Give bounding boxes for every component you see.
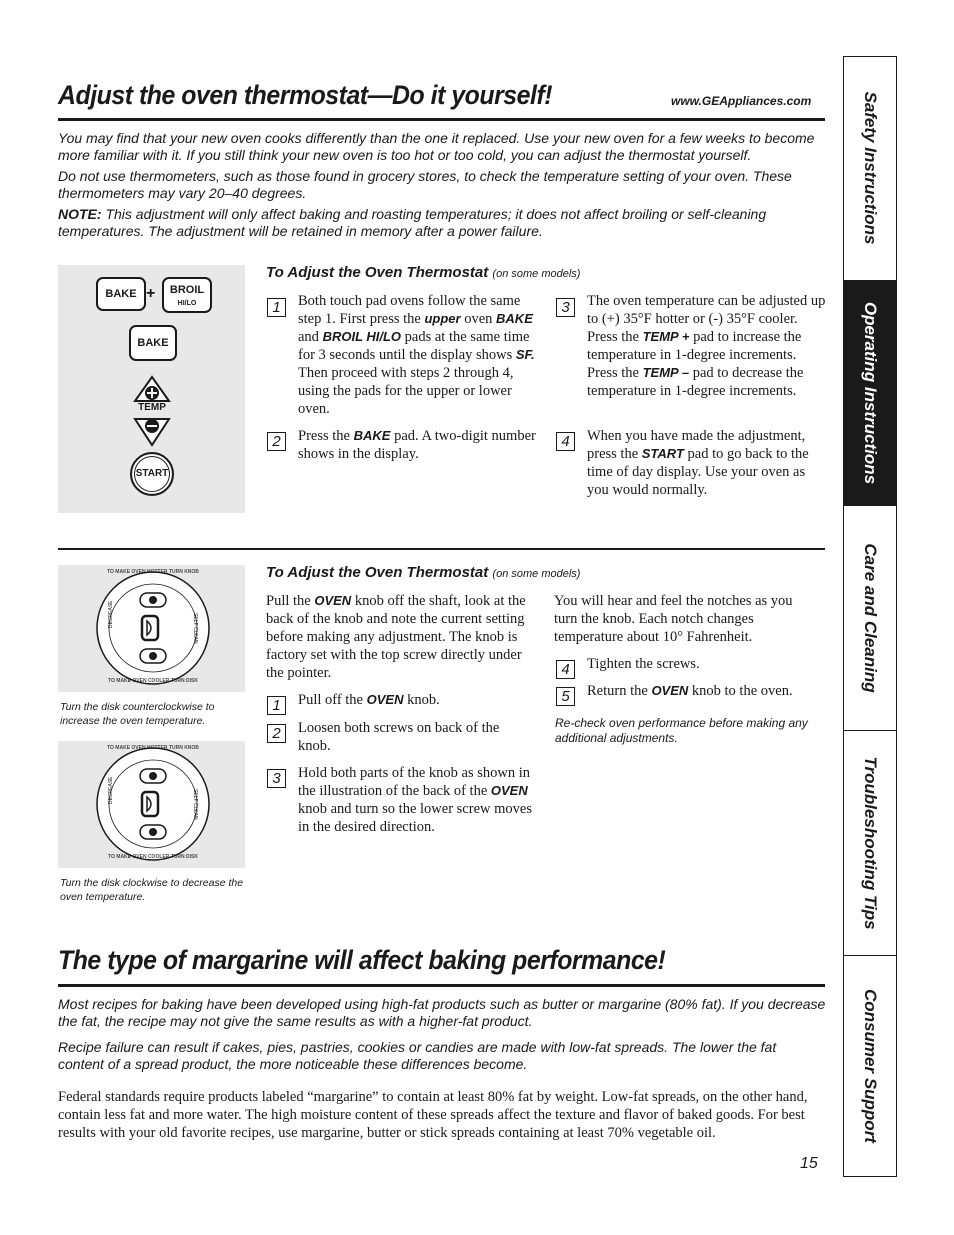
knob-right-label-2: SELF CLEAN <box>192 789 198 820</box>
note-label: NOTE: <box>58 206 102 222</box>
knob-step-3 <box>298 764 534 836</box>
knob-step-2 <box>298 719 513 755</box>
margarine-intro <box>58 996 826 1077</box>
margarine-rule <box>58 984 825 987</box>
margarine-title: The type of margarine will affect baking performance! <box>58 945 666 975</box>
step-keyword: OVEN <box>314 593 352 608</box>
bake-pad-2-label: BAKE <box>137 337 169 349</box>
step-text: pads at the same time for 3 seconds until the display shows <box>298 329 530 363</box>
title-rule <box>58 118 825 121</box>
knob-ring-text-1b: TO MAKE OVEN COOLER TURN DISK <box>108 678 198 684</box>
step-text: Both touch pad ovens follow the same step 1. First press the <box>298 293 521 327</box>
website-url[interactable]: www.GEAppliances.com <box>671 94 812 108</box>
step-number-3: 3 <box>556 298 575 317</box>
step-number-2: 2 <box>267 432 286 451</box>
plus-sign: + <box>146 285 156 302</box>
touchpad-illustration <box>58 265 245 513</box>
step-keyword: OVEN <box>366 692 404 707</box>
notch-text: You will hear and feel the notches as you turn the knob. Each notch changes temperature about 10° Fahrenheit. <box>554 593 793 645</box>
step-keyword: START <box>641 446 684 461</box>
knob-caption-2: Turn the disk clockwise to decrease the oven temperature. <box>60 877 244 903</box>
step-text: pad. A two-digit number shows in the display. <box>298 428 536 462</box>
knob-left-label-2: DECREASE <box>108 776 114 804</box>
touchpad-heading <box>266 264 580 281</box>
step-text: pad to decrease the temperature in 1-degree increments. <box>587 365 804 399</box>
tab-troubleshooting-tips[interactable] <box>843 731 897 956</box>
broil-pad-sublabel: HI/LO <box>177 300 197 307</box>
step-text: knob. <box>403 692 440 708</box>
step-text: knob off the shaft, look at the back of the knob and note the current setting before making any adjustment. The knob is factory set with the top screw directly under the pointer. <box>266 593 526 681</box>
note-text: This adjustment will only affect baking and roasting temperatures; it does not affect broiling or self-cleaning temperatures. The adjustment will be retained in memory after a power failure. <box>58 206 767 239</box>
step-text: oven <box>460 311 497 327</box>
broil-pad-label: BROIL <box>169 284 205 296</box>
step-keyword: OVEN <box>490 783 528 798</box>
intro-text <box>58 130 826 244</box>
tab-label: Care and Cleaning <box>861 543 880 693</box>
tab-label: Operating Instructions <box>861 301 880 485</box>
knob-left-label-1: DECREASE <box>108 600 114 628</box>
step-text: knob to the oven. <box>688 683 793 699</box>
tab-consumer-support[interactable] <box>843 956 897 1176</box>
step-number-4: 4 <box>556 432 575 451</box>
knob-step-number-1: 1 <box>267 696 286 715</box>
step-keyword: upper <box>424 311 461 326</box>
page-title: Adjust the oven thermostat—Do it yourself! <box>58 80 553 110</box>
step-keyword: BAKE <box>496 311 533 326</box>
knob-step-5 <box>587 682 825 700</box>
knob-right-label-1: SELF CLEAN <box>192 613 198 644</box>
page-number: 15 <box>800 1155 818 1172</box>
bake-pad-2 <box>129 325 177 361</box>
knob-caption-1: Turn the disk counterclockwise to increase the oven temperature. <box>60 701 215 727</box>
touchpad-step-1 <box>298 292 538 418</box>
step-text: knob and turn so the lower screw moves in the desired direction. <box>298 801 532 835</box>
step-text: Then proceed with steps 2 through 4, using the pads for the upper or lower oven. <box>298 365 514 417</box>
touchpad-heading-text: To Adjust the Oven Thermostat <box>266 264 489 281</box>
step-number-1: 1 <box>267 298 286 317</box>
intro-paragraph-1: You may find that your new oven cooks differently than the one it replaced. Use your new oven for a few weeks to become more familiar with it. If you still think your new oven is too hot or too cold, you can adjust the thermostat yourself. <box>58 130 815 163</box>
bake-pad <box>96 277 146 311</box>
step-text: Pull off the <box>298 692 367 708</box>
intro-paragraph-2: Do not use thermometers, such as those found in grocery stores, to check the temperature setting of your oven. These thermometers may vary 20–40 degrees. <box>58 168 792 201</box>
recheck-note: Re-check oven performance before making any additional adjustments. <box>555 716 808 745</box>
start-pad-label: START <box>135 468 169 479</box>
step-keyword: OVEN <box>651 683 689 698</box>
knob-heading-note: (on some models) <box>492 568 581 580</box>
step-text: Hold both parts of the knob as shown in the illustration of the back of the <box>298 765 530 799</box>
start-pad <box>130 452 174 496</box>
knob-heading-text: To Adjust the Oven Thermostat <box>266 564 489 581</box>
knob-step-number-2: 2 <box>267 724 286 743</box>
knob-ring-text-2b: TO MAKE OVEN COOLER TURN DISK <box>108 854 198 860</box>
margarine-paragraph-2: Recipe failure can result if cakes, pies, pastries, cookies or candies are made with low-fat spreads. The lower the fat content of a spread product, the more noticeable these differences become. <box>58 1039 777 1072</box>
touchpad-step-4 <box>587 427 822 499</box>
tab-safety-instructions[interactable] <box>843 56 897 281</box>
step-text: pad to increase the temperature in 1-degree increments. Press the <box>587 329 802 381</box>
touchpad-step-2 <box>298 427 538 463</box>
step-keyword: TEMP + <box>642 329 690 344</box>
margarine-paragraph-1: Most recipes for baking have been developed using high-fat products such as butter or margarine (80% fat). If you decrease the fat, the recipe may not give the same results as with a higher-fat product. <box>58 996 826 1029</box>
section-divider <box>58 548 825 550</box>
knob-illustration-1 <box>58 565 245 692</box>
step-text: When you have made the adjustment, press the <box>587 428 806 462</box>
step-text: The oven temperature can be adjusted up to (+) 35°F hotter or (-) 35°F cooler. Press the <box>587 293 826 345</box>
step-text: Pull the <box>266 593 315 609</box>
knob-step-1 <box>298 691 532 709</box>
knob-step-number-4: 4 <box>556 660 575 679</box>
intro-note <box>58 206 826 240</box>
broil-pad <box>162 277 212 313</box>
tab-operating-instructions[interactable] <box>843 281 897 506</box>
step-text: Return the <box>587 683 652 699</box>
touchpad-step-3 <box>587 292 827 400</box>
knob-heading <box>266 564 580 581</box>
bake-pad-label: BAKE <box>105 288 137 300</box>
tab-label: Safety Instructions <box>861 91 880 245</box>
step-text: and <box>298 329 323 345</box>
step-text: Press the <box>298 428 354 444</box>
tab-label: Consumer Support <box>861 989 880 1143</box>
tab-label: Troubleshooting Tips <box>861 756 880 930</box>
step-text: pad to go back to the time of day display. Use your oven as you would normally. <box>587 446 809 498</box>
step-text: Loosen both screws on back of the knob. <box>298 720 500 754</box>
touchpad-heading-note: (on some models) <box>492 268 581 280</box>
knob-ring-text-1: TO MAKE OVEN HOTTER TURN KNOB <box>107 569 199 575</box>
step-keyword: BAKE <box>353 428 391 443</box>
knob-step-4 <box>587 655 822 673</box>
knob-illustration-2 <box>58 741 245 868</box>
step-text: Tighten the screws. <box>587 656 700 672</box>
knob-step-number-5: 5 <box>556 687 575 706</box>
tab-care-and-cleaning[interactable] <box>843 506 897 731</box>
step-keyword: BROIL HI/LO <box>322 329 402 344</box>
knob-ring-text-2: TO MAKE OVEN HOTTER TURN KNOB <box>107 745 199 751</box>
knob-intro <box>266 592 532 682</box>
margarine-body: Federal standards require products labeled “margarine” to contain at least 80% fat by weight. Low-fat spreads, on the other hand, contain less fat and more water. The high moisture content of these spreads affect the texture and flavor of baked goods. For best results with your old favorite recipes, use margarine, butter or stick spreads containing at least 70% vegetable oil. <box>58 1089 808 1141</box>
knob-step-number-3: 3 <box>267 769 286 788</box>
step-keyword: TEMP – <box>642 365 690 380</box>
temp-pad-label: TEMP <box>138 402 166 413</box>
step-keyword: SF. <box>515 347 535 362</box>
